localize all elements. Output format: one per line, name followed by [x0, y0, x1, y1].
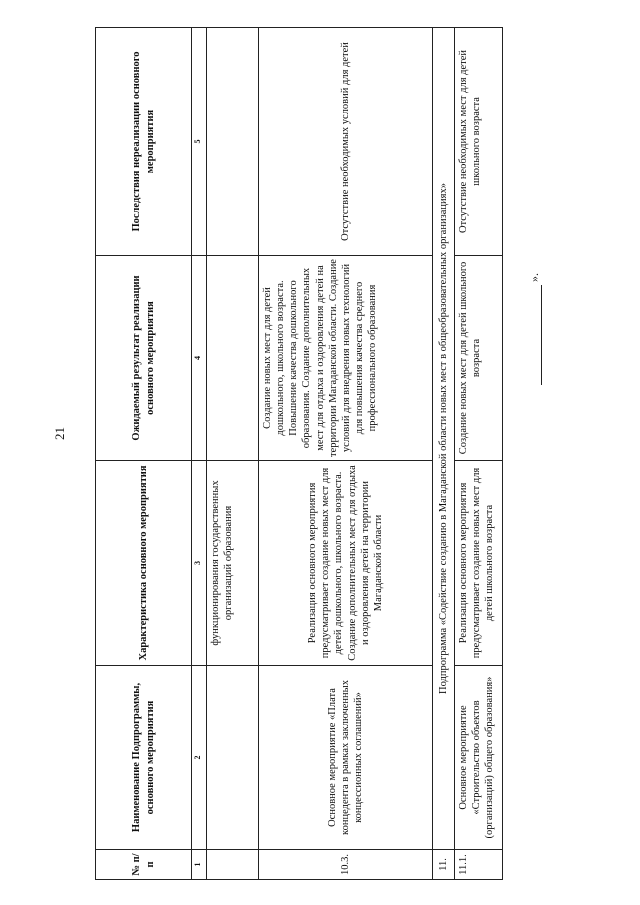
events-table [95, 27, 503, 880]
row-consequence [207, 28, 259, 256]
row-result: Создание новых мест для детей школьного возраста [455, 256, 503, 461]
header-result: Ожидаемый результат реализации основного мероприятия [96, 256, 192, 461]
row-result: Создание новых мест для детей дошкольного, школьного возраста. Повышение качества дошкольного образования. Создание дополнительных мест для отдыха и оздоровления детей на территории Магаданской области. Создание условий для внедрения новых технологий для повышения качества среднего профессионального образования [259, 256, 433, 461]
row-result [207, 256, 259, 461]
signature-line [541, 285, 542, 385]
page-number: 21 [52, 427, 67, 440]
row-num: 11.1. [455, 850, 503, 880]
header-name: Наименование Подпрограммы, основного мероприятия [96, 666, 192, 850]
column-number: 3 [192, 461, 207, 666]
column-number: 4 [192, 256, 207, 461]
row-name: Основное мероприятие «Строительство объектов (организаций) общего образования» [455, 666, 503, 850]
column-number: 5 [192, 28, 207, 256]
column-number: 1 [192, 850, 207, 880]
rotated-page-content [95, 28, 541, 880]
closing-line [527, 265, 542, 385]
column-number: 2 [192, 666, 207, 850]
row-num [207, 850, 259, 880]
row-characteristic: Реализация основного мероприятия предусматривает создание новых мест для детей дошкольного, школьного возраста. Создание дополнительных мест для отдыха и оздоровления детей на территории Магаданской области [259, 461, 433, 666]
table-header-row [96, 28, 192, 880]
header-num: № п/п [96, 850, 192, 880]
row-consequence: Отсутствие необходимых условий для детей [259, 28, 433, 256]
subprogram-num: 11. [433, 850, 455, 880]
table-row [259, 28, 433, 880]
table-row [455, 28, 503, 880]
closing-mark: ». [527, 273, 541, 282]
column-number-row [192, 28, 207, 880]
row-characteristic: функционирования государственных организаций образования [207, 461, 259, 666]
table-row [207, 28, 259, 880]
subprogram-row [433, 28, 455, 880]
row-characteristic: Реализация основного мероприятия предусматривает создание новых мест для детей школьного возраста [455, 461, 503, 666]
row-name: Основное мероприятие «Плата концедента в рамках заключенных концессионных соглашений» [259, 666, 433, 850]
subprogram-title: Подпрограмма «Содействие созданию в Магаданской области новых мест в общеобразовательных организациях» [433, 28, 455, 850]
header-consequence: Последствия нереализации основного мероприятия [96, 28, 192, 256]
header-characteristic: Характеристика основного мероприятия [96, 461, 192, 666]
row-name [207, 666, 259, 850]
row-num: 10.3. [259, 850, 433, 880]
row-consequence: Отсутствие необходимых мест для детей школьного возраста [455, 28, 503, 256]
